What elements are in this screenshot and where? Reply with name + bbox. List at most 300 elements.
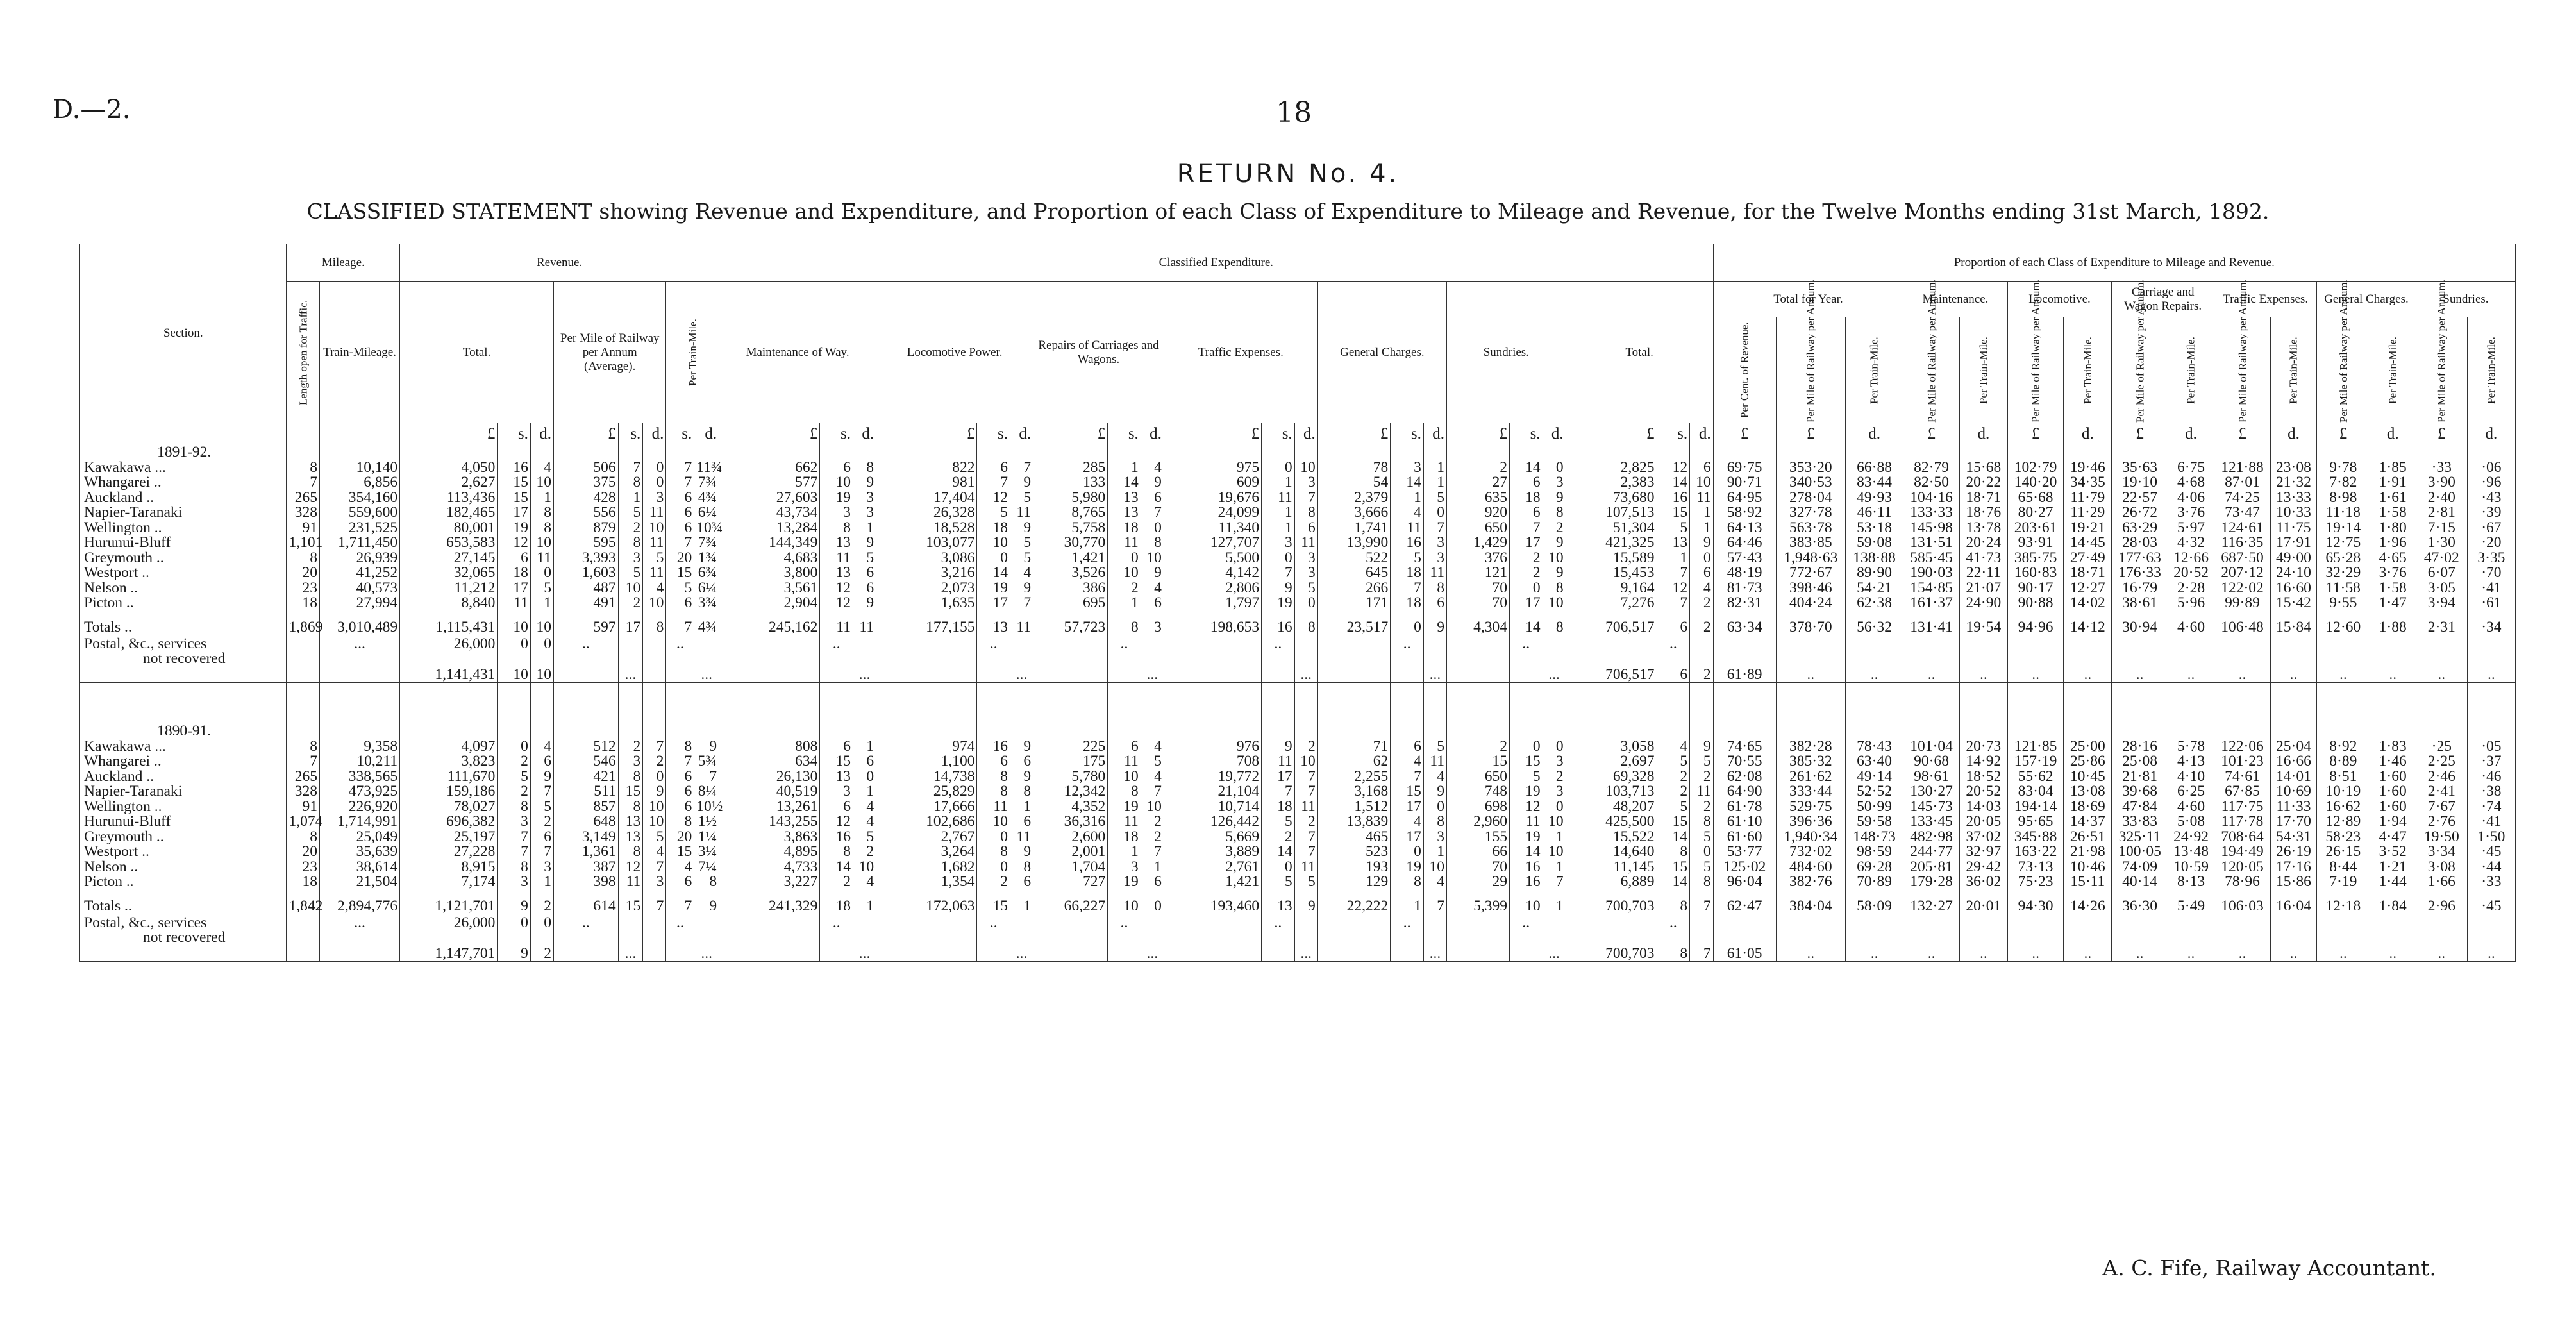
data-cell: 7 [1294,844,1317,860]
data-cell: 2 [1141,814,1164,830]
blank-cell [287,683,320,725]
data-cell: 159,186 [400,784,498,800]
postal-label: Postal, &c., services [80,637,287,652]
data-cell: 82·79 [1903,460,1960,476]
blank-cell [1903,916,1960,931]
data-cell: 5,669 [1164,830,1261,845]
data-cell: 19 [1108,800,1141,815]
totals-cell: 94·96 [2007,619,2064,637]
unit-cell: d. [1141,423,1164,446]
data-cell: 26,130 [719,769,820,785]
data-cell: 9 [1423,784,1446,800]
blank-cell [287,667,320,683]
data-cell: 732·02 [1776,844,1845,860]
blank-cell [1446,611,1509,619]
ellipsis-cell: .. [1845,946,1903,962]
data-cell: 857 [554,800,619,815]
blank-cell [853,724,876,739]
blank-cell [2214,637,2271,652]
classified-statement-table [79,244,2516,962]
blank-cell [643,890,666,898]
data-cell: 121·88 [2214,460,2271,476]
totals-cell: 245,162 [719,619,820,637]
data-cell: 11 [977,800,1010,815]
data-cell: 6 [666,769,694,785]
data-cell: 8 [530,521,553,536]
blank-cell [2467,930,2515,946]
data-cell: 2 [1543,521,1566,536]
totals-cell: 9 [498,898,531,916]
data-cell: 8 [977,844,1010,860]
data-cell: 10 [853,860,876,875]
postal-revenue-cell: 0 [530,637,553,652]
data-cell: 4 [643,844,666,860]
ellipsis-cell: .. [2007,946,2064,962]
blank-cell [853,651,876,667]
totals-cell: 58·09 [1845,898,1903,916]
data-cell: 11,212 [400,581,498,596]
data-cell: 327·78 [1776,505,1845,521]
data-cell: 10 [1294,460,1317,476]
data-cell: 18·71 [1959,491,2007,506]
data-cell: 19·50 [2416,830,2467,845]
data-cell: 3 [1423,535,1446,551]
data-cell: 171 [1317,596,1391,611]
ellipsis-cell [1423,916,1446,931]
totals-cell: 6 [1657,619,1690,637]
data-cell: 2,379 [1317,491,1391,506]
data-cell: 103,077 [876,535,977,551]
data-cell: 6 [853,566,876,581]
totals-cell: 8 [1543,619,1566,637]
blank-cell [1713,724,1776,739]
data-cell: 2 [530,814,553,830]
locomotive-prop-header: Locomotive. [2007,282,2112,317]
data-cell: 7·82 [2317,475,2370,491]
data-cell: 11 [1423,566,1446,581]
data-cell: 101·04 [1903,739,1960,755]
data-cell: 3 [1543,754,1566,769]
data-cell: 12 [1657,581,1690,596]
data-cell: 1 [1108,844,1141,860]
data-cell: 0 [1509,739,1543,755]
blank-cell [1713,683,1776,725]
data-cell: 563·78 [1776,521,1845,536]
data-cell: 70 [1446,860,1509,875]
data-cell: 11 [1262,491,1295,506]
blank-cell [2270,930,2316,946]
data-cell: 10 [1543,551,1566,566]
data-cell: 12 [1657,460,1690,476]
data-cell: 7 [1657,596,1690,611]
data-cell: 90·17 [2007,581,2064,596]
data-cell: 1,940·34 [1776,830,1845,845]
data-cell: 879 [554,521,619,536]
data-cell: 4,050 [400,460,498,476]
totals-cell: 16·04 [2270,898,2316,916]
data-cell: 375 [554,475,619,491]
blank-cell [1262,651,1295,667]
blank-cell [1543,930,1566,946]
data-cell: 10 [1294,754,1317,769]
ellipsis-cell: ... [320,916,400,931]
data-cell: 7 [666,754,694,769]
data-cell: 14 [1262,844,1295,860]
totals-cell: 20·01 [1959,898,2007,916]
blank-cell [1657,724,1690,739]
data-cell: 15 [1391,784,1424,800]
totals-cell: 1·84 [2370,898,2416,916]
data-cell: 90·88 [2007,596,2064,611]
data-cell: 14 [1509,844,1543,860]
blank-cell [80,683,287,725]
blank-cell [1845,890,1903,898]
blank-cell [530,683,553,725]
data-cell: 7 [1391,769,1424,785]
data-cell: 4·68 [2168,475,2214,491]
data-cell: 6 [1141,596,1164,611]
data-cell: 177·63 [2112,551,2168,566]
data-cell: 207·12 [2214,566,2271,581]
data-cell: 1 [1657,551,1690,566]
data-cell: 11·29 [2064,505,2112,521]
data-cell: 2,904 [719,596,820,611]
blank-cell [2112,611,2168,619]
data-cell: 3,393 [554,551,619,566]
statement-title: CLASSIFIED STATEMENT showing Revenue and Expenditure, and Proportion of each Class of Expenditure to Mileage and Revenue, for the Twelve Months ending 31st March, 1892. [306,199,2270,224]
blank-cell [2416,611,2467,619]
data-cell: 55·62 [2007,769,2064,785]
blank-cell [1446,930,1509,946]
data-cell: 1 [1108,460,1141,476]
blank-cell [2270,683,2316,725]
ellipsis-cell [719,667,820,683]
data-cell: 25,829 [876,784,977,800]
blank-cell [643,724,666,739]
length-open-header: Length open for Traffic. [287,282,320,423]
data-cell: 11·18 [2317,505,2370,521]
data-cell: 25·86 [2064,754,2112,769]
data-cell: 14,738 [876,769,977,785]
data-cell: 2,960 [1446,814,1509,830]
data-cell: 265 [287,769,320,785]
blank-cell [643,445,666,460]
totals-cell: 0 [1391,619,1424,637]
data-cell: 17,666 [876,800,977,815]
data-cell: 83·44 [1845,475,1903,491]
data-cell: 4 [1391,814,1424,830]
blank-cell [1509,890,1543,898]
data-cell: 9 [853,535,876,551]
blank-cell [498,611,531,619]
totals-cell: 3 [1141,619,1164,637]
blank-cell [2007,916,2064,931]
proportion-subheader: Per Mile of Railway per Annum. [1776,317,1845,423]
totals-cell: 30·94 [2112,619,2168,637]
unit-cell: £ [1164,423,1261,446]
data-cell: 10 [820,475,853,491]
section-name: Westport .. [80,566,287,581]
data-cell: 6 [977,754,1010,769]
data-cell: 3 [1423,551,1446,566]
totals-cell: 23,517 [1317,619,1391,637]
data-cell: 58·92 [1713,505,1776,521]
data-cell: 16·79 [2112,581,2168,596]
data-cell: 13·78 [1959,521,2007,536]
blank-cell [1423,890,1446,898]
totals-cell: 8 [1294,619,1317,637]
blank-cell [1446,683,1509,725]
blank-cell [694,651,719,667]
data-cell: 16 [498,460,531,476]
blank-cell [977,445,1010,460]
data-cell: 9 [530,769,553,785]
data-cell: 387 [554,860,619,875]
data-cell: 9·55 [2317,596,2370,611]
data-cell: 506 [554,460,619,476]
data-cell: 2·76 [2416,814,2467,830]
blank-cell [2317,445,2370,460]
data-cell: 5·97 [2168,521,2214,536]
data-cell: 0 [853,769,876,785]
ellipsis-cell: ... [1543,946,1566,962]
data-cell: 285 [1033,460,1108,476]
data-cell: 9 [853,475,876,491]
blank-cell [1108,683,1141,725]
data-cell: 1¼ [694,830,719,845]
blank-cell [2317,724,2370,739]
data-cell: 6 [530,754,553,769]
data-cell: 2 [1509,566,1543,581]
data-cell: ·41 [2467,581,2515,596]
ellipsis-cell [1010,916,1033,931]
postal-revenue-cell: 0 [530,916,553,931]
data-cell: 9 [1690,535,1713,551]
data-cell: 13 [618,814,643,830]
blank-cell [1108,724,1141,739]
blank-cell [1164,930,1261,946]
data-cell: 696,382 [400,814,498,830]
blank-cell [2467,724,2515,739]
data-cell: 9 [1010,844,1033,860]
data-cell: 140·20 [2007,475,2064,491]
data-cell: 10 [1141,551,1164,566]
data-cell: 113,436 [400,491,498,506]
ellipsis-cell: .. [1959,946,2007,962]
data-cell: 193 [1317,860,1391,875]
blank-cell [554,611,619,619]
data-cell: 225 [1033,739,1108,755]
data-cell: 1 [1543,830,1566,845]
blank-cell [2467,651,2515,667]
totals-cell: 241,329 [719,898,820,916]
totals-cell: 106·03 [2214,898,2271,916]
data-cell: 7 [666,460,694,476]
postal-row [80,637,2516,652]
data-cell: 2 [1657,784,1690,800]
data-cell: 8 [1423,581,1446,596]
data-cell: 100·05 [2112,844,2168,860]
data-cell: 15,453 [1566,566,1657,581]
data-cell: 11 [1294,860,1317,875]
blank-cell [2416,445,2467,460]
data-cell: 2 [1446,739,1509,755]
data-cell: 10 [530,475,553,491]
data-cell: 2·46 [2416,769,2467,785]
blank-cell [2168,651,2214,667]
data-cell: 695 [1033,596,1108,611]
blank-cell [1690,611,1713,619]
data-cell: 0 [1690,844,1713,860]
data-cell: 1 [1543,860,1566,875]
ellipsis-cell [1690,916,1713,931]
section-name: Picton .. [80,875,287,890]
blank-cell [1033,724,1108,739]
unit-cell: d. [1423,423,1446,446]
data-cell: 160·83 [2007,566,2064,581]
blank-cell [1959,890,2007,898]
ellipsis-cell: .. [820,916,853,931]
data-cell: 3·35 [2467,551,2515,566]
data-cell: 385·75 [2007,551,2064,566]
data-cell: 73,680 [1566,491,1657,506]
data-cell: 12 [1509,800,1543,815]
data-cell: 14·45 [2064,535,2112,551]
data-cell: 125·02 [1713,860,1776,875]
blank-cell [2317,916,2370,931]
blank-cell [1776,637,1845,652]
data-cell: 20·73 [1959,739,2007,755]
totals-cell: 22,222 [1317,898,1391,916]
data-cell: 8·89 [2317,754,2370,769]
data-cell: 10 [530,535,553,551]
section-name: Hurunui-Bluff [80,535,287,551]
data-cell: 1 [853,784,876,800]
blank-cell [2214,890,2271,898]
data-cell: 3,561 [719,581,820,596]
data-cell: 1·66 [2416,875,2467,890]
ellipsis-cell [1317,916,1391,931]
data-cell: 194·49 [2214,844,2271,860]
ellipsis-cell: .. [977,637,1010,652]
blank-cell [643,611,666,619]
data-cell: 18 [287,875,320,890]
table-header [80,244,2516,423]
data-cell: 52·52 [1845,784,1903,800]
data-cell: 10·19 [2317,784,2370,800]
data-cell: ·37 [2467,754,2515,769]
blank-cell [2112,637,2168,652]
blank-cell [1566,930,1657,946]
data-cell: 1 [1262,475,1295,491]
blank-cell [1713,890,1776,898]
data-cell: 16 [1391,535,1424,551]
data-cell: 376 [1446,551,1509,566]
data-cell: 6 [1509,475,1543,491]
totals-cell: 94·30 [2007,898,2064,916]
blank-cell [2416,916,2467,931]
expenditure-total-header: Total. [1566,282,1713,423]
data-cell: 144,349 [719,535,820,551]
blank-cell [694,890,719,898]
blank-cell [554,445,619,460]
data-cell: 556 [554,505,619,521]
blank-cell [1509,445,1543,460]
data-cell: 473,925 [320,784,400,800]
blank-cell [694,445,719,460]
train-mileage-header: Train-Mileage. [320,282,400,423]
blank-cell [400,930,498,946]
data-cell: 974 [876,739,977,755]
blank-cell [530,445,553,460]
ellipsis-cell [719,637,820,652]
data-cell: 5 [1509,769,1543,785]
data-cell: 1,797 [1164,596,1261,611]
data-cell: 653,583 [400,535,498,551]
data-cell: 3·94 [2416,596,2467,611]
data-cell: 13·08 [2064,784,2112,800]
data-cell: 7 [1141,844,1164,860]
blank-cell [1903,724,1960,739]
data-cell: 20·05 [1959,814,2007,830]
ellipsis-cell: .. [2416,946,2467,962]
data-cell: 13 [1108,491,1141,506]
data-cell: 3,058 [1566,739,1657,755]
data-cell: 18,528 [876,521,977,536]
blank-cell [853,930,876,946]
totals-cell: 5·49 [2168,898,2214,916]
data-cell: ·33 [2416,460,2467,476]
totals-cell: 12·18 [2317,898,2370,916]
blank-cell [853,611,876,619]
data-cell: 4¾ [694,491,719,506]
data-cell: 15 [1509,754,1543,769]
repairs-carriages-header: Repairs of Carriages and Wagons. [1033,282,1164,423]
blank-cell [2064,930,2112,946]
unit-cell: s. [1391,423,1424,446]
data-cell: 3 [643,875,666,890]
data-cell: 398 [554,875,619,890]
table-body [80,423,2516,962]
totals-cell: 2 [530,898,553,916]
data-cell: 1·96 [2370,535,2416,551]
postal-revenue-cell: 0 [498,637,531,652]
data-cell: 19 [1509,784,1543,800]
data-cell: 2 [1543,769,1566,785]
totals-row [80,619,2516,637]
blank-cell [1317,651,1391,667]
data-cell: 41·73 [1959,551,2007,566]
classified-expenditure-header: Classified Expenditure. [719,244,1714,282]
data-cell: 9 [694,739,719,755]
unit-cell: s. [498,423,531,446]
data-cell: 2 [498,754,531,769]
data-cell: 103,713 [1566,784,1657,800]
data-cell: 12 [820,814,853,830]
data-cell: 96·04 [1713,875,1776,890]
blank-cell [2168,637,2214,652]
data-cell: 328 [287,784,320,800]
data-cell: 24·10 [2270,566,2316,581]
data-cell: 48·19 [1713,566,1776,581]
unit-cell: d. [530,423,553,446]
blank-cell [1566,651,1657,667]
data-cell: 975 [1164,460,1261,476]
blank-cell [2370,890,2416,898]
totals-cell: 10 [1509,898,1543,916]
data-cell: 14 [1657,830,1690,845]
blank-cell [1845,916,1903,931]
